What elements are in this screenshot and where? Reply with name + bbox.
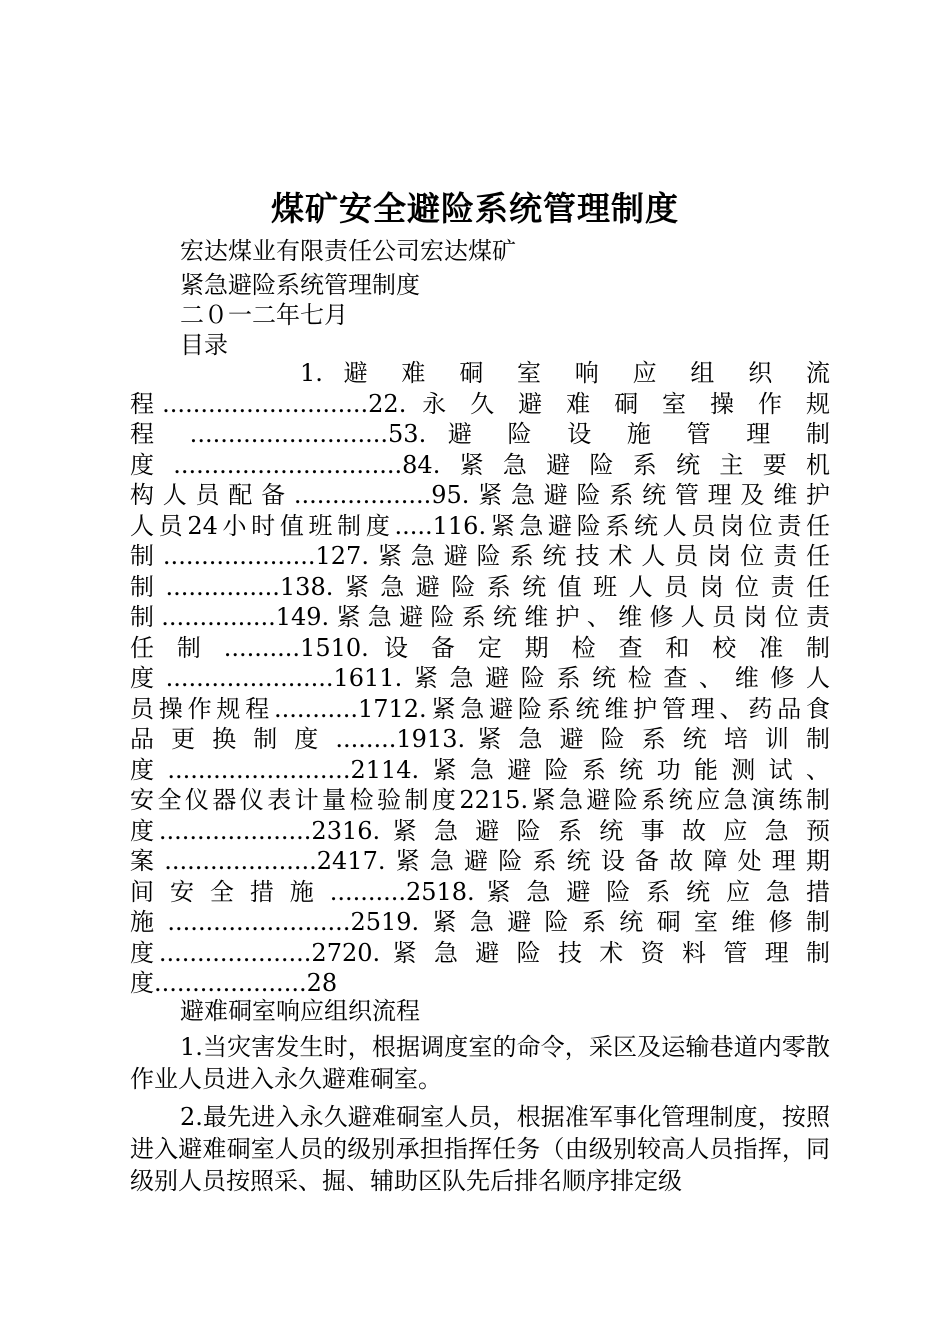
toc-line: 间 安 全 措 施 ..........2518. 紧 急 避 险 系 统 应 急 措 [130,877,830,906]
table-of-contents [130,358,830,999]
toc-line: 程...........................22. 永 久 避 难 硐 室 操 作 规 [130,389,830,418]
document-title: 煤矿安全避险系统管理制度 [271,189,679,228]
toc-line: 制...............149.紧急避险系统维护、维修人员岗位责 [130,603,830,631]
toc-line: 制....................127.紧急避险系统技术人员岗位责任 [130,542,830,570]
toc-line: 员操作规程...........1712.紧急避险系统维护管理、药品食 [130,694,830,723]
document-date: 二０一二年七月 [180,301,348,329]
toc-line: 度..............................84.紧急避险系统主要机 [130,450,830,479]
section-heading: 避难硐室响应组织流程 [180,997,420,1025]
toc-line: 安全仪器仪表计量检验制度2215.紧急避险系统应急演练制 [130,786,830,814]
toc-line: 度....................2720. 紧 急 避 险 技 术 资 料 管 理 制 [130,938,830,967]
toc-line: 制...............138.紧急避险系统值班人员岗位责任 [130,572,830,601]
toc-line: 构人员配备..................95.紧急避险系统管理及维护 [130,481,830,509]
toc-line: 1. 避 难 硐 室 响 应 组 织 流 [300,359,830,387]
toc-heading: 目录 [180,331,228,359]
body-paragraph: 1.当灾害发生时，根据调度室的命令，采区及运输巷道内零散作业人员进入永久避难硐室。 [130,1033,830,1093]
toc-line: 人员24小时值班制度.....116.紧急避险系统人员岗位责任 [130,511,830,540]
document-subtitle: 紧急避险系统管理制度 [180,271,420,299]
body-paragraph: 2.最先进入永久避难硐室人员，根据准军事化管理制度，按照进入避难硐室人员的级别承担指挥任务（由级别较高人员指挥，同级别人员按照采、掘、辅助区队先后排名顺序排定级 [130,1103,830,1195]
document-body [130,995,830,1203]
toc-line: 度....................2316. 紧 急 避 险 系 统 事 故 应 急 预 [130,816,830,845]
toc-line: 案....................2417.紧急避险系统设备故障处理期 [130,847,830,875]
toc-line: 度......................1611.紧急避险系统检查、维修人 [130,664,830,692]
company-name: 宏达煤业有限责任公司宏达煤矿 [180,237,516,265]
toc-line: 品 更 换 制 度 ........1913. 紧 急 避 险 系 统 培 训 制 [130,725,830,753]
toc-line: 程 ..........................53. 避 险 设 施 管 理 制 [130,420,830,448]
toc-line: 度....................28 [130,969,338,997]
toc-line: 施........................2519.紧急避险系统硐室维修制 [130,908,830,936]
toc-line: 任 制 ..........1510. 设 备 定 期 检 查 和 校 准 制 [130,633,830,662]
toc-line: 度........................2114.紧急避险系统功能测试、 [130,755,830,784]
